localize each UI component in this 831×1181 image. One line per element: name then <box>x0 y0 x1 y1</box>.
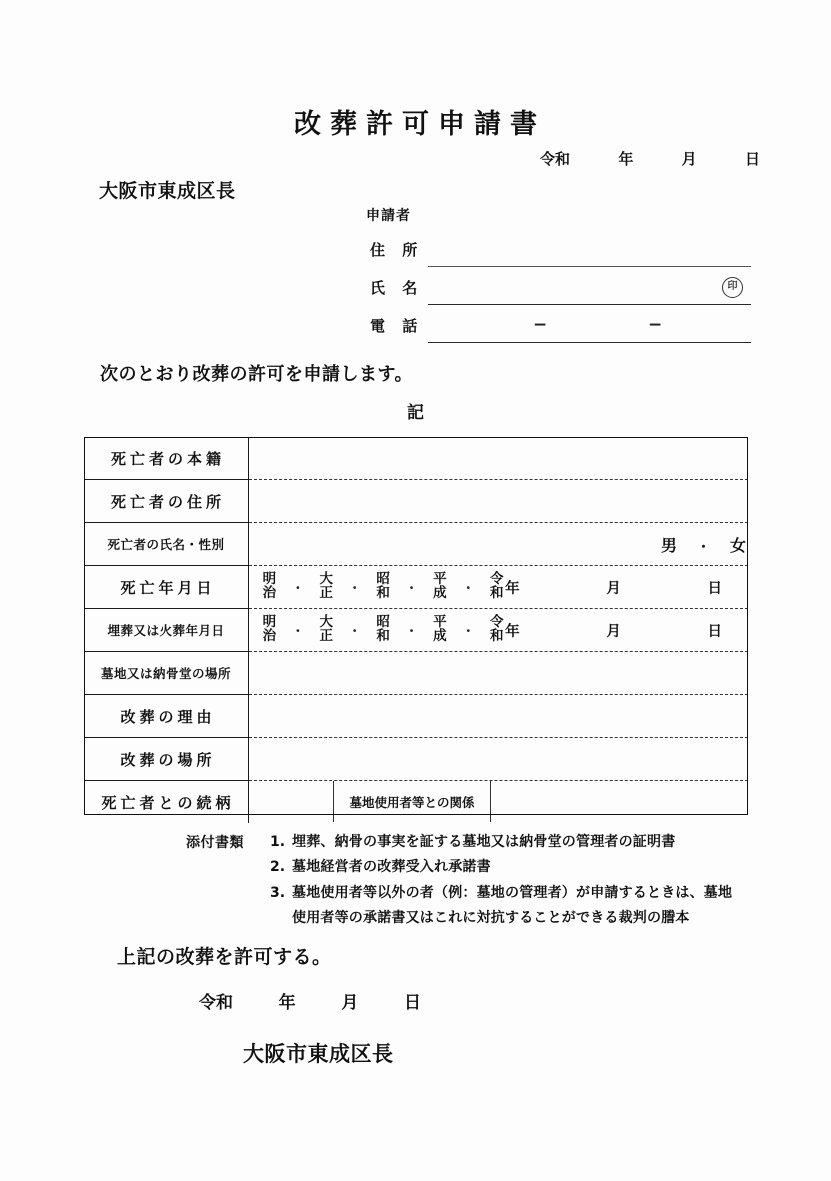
gender-option-female[interactable]: 女 <box>729 535 748 555</box>
applicant-name-label: 氏 名 <box>370 278 424 297</box>
era-separator: ・ <box>462 580 475 595</box>
item-number <box>270 908 292 928</box>
row-label: 死亡者の本籍 <box>84 437 249 480</box>
era-separator: ・ <box>462 623 475 638</box>
applicant-address-row <box>366 232 751 266</box>
telephone-dash-1: − <box>533 314 548 335</box>
applicant-address-input[interactable] <box>428 232 751 267</box>
item-text: 墓地使用者等以外の者（例：墓地の管理者）が申請するときは、墓地 <box>292 884 733 901</box>
applicant-telephone-row <box>366 308 751 342</box>
day-unit: 日 <box>707 623 722 640</box>
list-item <box>270 832 732 852</box>
row-label: 改葬の理由 <box>84 695 249 738</box>
table-row <box>84 566 748 609</box>
table-row <box>84 695 748 738</box>
row-value-input[interactable] <box>249 695 749 738</box>
gender-separator: ・ <box>696 539 712 555</box>
row-value-input[interactable] <box>249 652 749 695</box>
day-unit: 日 <box>707 580 722 597</box>
era-separator: ・ <box>405 580 418 595</box>
row-label: 埋葬又は火葬年月日 <box>84 609 249 652</box>
era-separator: ・ <box>291 623 304 638</box>
permit-date-year: 年 <box>278 993 296 1013</box>
application-date-line <box>540 148 760 169</box>
applicant-telephone-input[interactable] <box>428 308 751 343</box>
date-units <box>505 620 748 641</box>
item-number: 1. <box>270 834 286 850</box>
era-option-showa[interactable]: 昭 和 <box>376 571 390 601</box>
date-era-label: 令和 <box>540 150 571 168</box>
era-selector <box>249 566 748 608</box>
telephone-dash-2: − <box>648 314 663 335</box>
month-unit: 月 <box>606 623 621 640</box>
permit-date-month: 月 <box>341 993 359 1013</box>
main-form-table <box>84 437 748 823</box>
seal-icon: 印 <box>722 277 743 298</box>
item-text: 埋葬、納骨の事実を証する墓地又は納骨堂の管理者の証明書 <box>292 834 676 850</box>
permit-date-day: 日 <box>403 993 421 1013</box>
era-option-taisho[interactable]: 大 正 <box>319 614 333 644</box>
applicant-name-input[interactable] <box>428 270 751 305</box>
attachments-label: 添付書類 <box>186 835 244 851</box>
era-option-heisei[interactable]: 平 成 <box>433 614 447 644</box>
month-unit: 月 <box>606 580 621 597</box>
era-option-meiji[interactable]: 明 治 <box>262 614 277 644</box>
table-row <box>84 523 748 566</box>
telephone-dashes <box>428 308 751 342</box>
table-row <box>84 781 748 824</box>
era-separator: ・ <box>348 580 361 595</box>
row-label: 改葬の場所 <box>84 738 249 781</box>
era-selector <box>249 609 748 651</box>
row-label: 死亡年月日 <box>84 566 249 609</box>
era-option-reiwa[interactable]: 令 和 <box>489 614 504 644</box>
permission-date-line <box>199 988 421 1013</box>
era-option-showa[interactable]: 昭 和 <box>376 614 390 644</box>
page-title: 改葬許可申請書 <box>294 109 546 140</box>
attachments-list <box>270 832 732 933</box>
era-separator: ・ <box>405 623 418 638</box>
intro-sentence: 次のとおり改葬の許可を申請します。 <box>100 364 414 385</box>
item-number: 3. <box>270 884 286 901</box>
applicant-telephone-label: 電 話 <box>370 316 424 335</box>
row-value-death-date[interactable] <box>249 566 749 609</box>
permission-signer: 大阪市東成区長 <box>243 1042 394 1066</box>
list-item-continuation <box>270 908 732 928</box>
ki-marker: 記 <box>407 403 424 423</box>
date-year-label: 年 <box>618 150 634 168</box>
list-item <box>270 857 732 877</box>
applicant-address-label: 住 所 <box>370 240 424 259</box>
applicant-section-label: 申請者 <box>366 208 411 224</box>
row-label: 死亡者の氏名・性別 <box>84 523 249 566</box>
table-row <box>84 480 748 523</box>
era-separator: ・ <box>348 623 361 638</box>
row-label: 墓地又は納骨堂の場所 <box>84 652 249 695</box>
table-row <box>84 652 748 695</box>
item-text: 使用者等の承諾書又はこれに対抗することができる裁判の謄本 <box>292 909 690 926</box>
era-option-heisei[interactable]: 平 成 <box>433 571 447 601</box>
row-value-input[interactable] <box>249 480 749 523</box>
row-value-input[interactable] <box>249 738 749 781</box>
applicant-name-row <box>366 270 751 304</box>
table-row <box>84 437 748 480</box>
row-value-gender[interactable] <box>249 523 749 566</box>
date-month-label: 月 <box>681 150 697 168</box>
date-units <box>505 577 748 598</box>
item-number: 2. <box>270 859 286 876</box>
date-day-label: 日 <box>744 150 760 168</box>
addressee: 大阪市東成区長 <box>99 180 236 202</box>
table-row <box>84 738 748 781</box>
era-option-reiwa[interactable]: 令 和 <box>489 571 504 601</box>
era-option-meiji[interactable]: 明 治 <box>262 571 277 601</box>
row-value-burial-date[interactable] <box>249 609 749 652</box>
nested-relation-label: 墓地使用者等との関係 <box>333 781 491 822</box>
permission-statement: 上記の改葬を許可する。 <box>117 946 332 968</box>
item-text: 墓地経営者の改葬受入れ承諾書 <box>292 859 491 876</box>
year-unit: 年 <box>505 580 520 597</box>
row-label: 死亡者の住所 <box>84 480 249 523</box>
era-separator: ・ <box>291 580 304 595</box>
row-label: 死亡者との続柄 <box>84 781 249 824</box>
era-option-taisho[interactable]: 大 正 <box>319 571 333 601</box>
permit-date-era: 令和 <box>199 993 233 1013</box>
year-unit: 年 <box>505 623 520 640</box>
row-value-relation[interactable] <box>249 781 749 824</box>
row-value-input[interactable] <box>249 437 749 480</box>
table-row <box>84 609 748 652</box>
attachments-section <box>186 832 732 933</box>
gender-option-male[interactable]: 男 <box>660 535 679 555</box>
list-item <box>270 883 732 903</box>
